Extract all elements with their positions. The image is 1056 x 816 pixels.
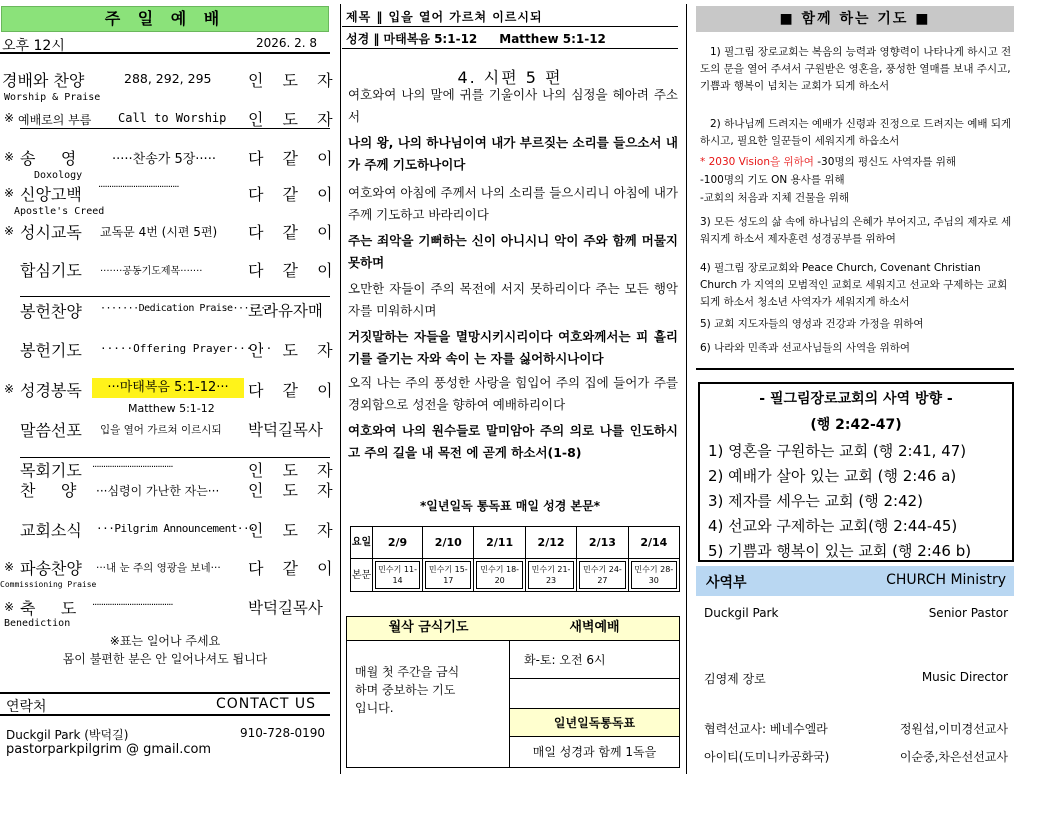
staff-name: 협력선교사: 베네수엘라 bbox=[704, 722, 828, 736]
worship-date: 2026. 2. 8 bbox=[256, 36, 318, 50]
prayer-item: 1) 필그림 장로교회는 복음의 능력과 영향력이 나타나게 하시고 전도의 문을 열어 주셔서 구원받은 영혼을, 풍성한 열매를 보내 주시고, 기쁨과 행복이 넘치는 교회가 되게 하소서 bbox=[700, 46, 1012, 92]
order-leader: 다 같 이 bbox=[248, 261, 340, 280]
order-leader: 인 도 자 bbox=[248, 461, 340, 480]
divider bbox=[20, 128, 330, 129]
order-detail: Call to Worship bbox=[118, 111, 227, 125]
order-detail: ····································· bbox=[92, 600, 173, 611]
order-name: 파송찬양 bbox=[20, 559, 82, 578]
order-detail: 교독문 4번 (시편 5편) bbox=[100, 225, 218, 239]
reading-day: 2/9 bbox=[373, 527, 423, 559]
psalm-verse: 주는 죄악을 기뻐하는 신이 아니시니 악이 주와 함께 머물지 못하며 bbox=[348, 233, 678, 270]
order-leader: 인 도 자 bbox=[248, 481, 340, 500]
reading-row-label: 요일 bbox=[351, 527, 373, 559]
order-detail: 입을 열어 가르쳐 이르시되 bbox=[100, 424, 222, 436]
reading-day: 2/10 bbox=[423, 527, 474, 559]
order-leader: 박덕길목사 bbox=[248, 421, 323, 439]
bible-plan-label: 일년일독통독표 bbox=[510, 709, 679, 737]
reading-passage: 민수기 15-17 bbox=[425, 561, 471, 589]
divider bbox=[20, 296, 330, 297]
dawn-time: 화-토: 오전 6시 bbox=[510, 641, 679, 679]
reading-row-label: 본문 bbox=[351, 559, 373, 592]
mission-item: 3) 제자를 세우는 교회 (행 2:42) bbox=[708, 492, 924, 510]
prayer-column bbox=[690, 0, 1020, 780]
psalm-verse: 나의 왕, 나의 하나님이여 내가 부르짖는 소리를 들으소서 내가 주께 기도하나이다 bbox=[348, 135, 678, 172]
prayer-subitem: -100명의 기도 ON 용사를 위해 bbox=[700, 174, 845, 186]
prayer-vision bbox=[700, 154, 1014, 171]
reading-passage: 민수기 11-14 bbox=[375, 561, 420, 589]
reading-passage: 민수기 28-30 bbox=[631, 561, 677, 589]
order-leader: 인 도 자 bbox=[248, 71, 340, 90]
fasting-dawn-box bbox=[346, 616, 680, 768]
staff-role: Music Director bbox=[921, 670, 1008, 684]
stand-marker: ※ bbox=[4, 150, 15, 164]
reading-title: *일년일독 통독표 매일 성경 본문* bbox=[420, 499, 600, 513]
scripture-ko: 성경 ‖ 마태복음 5:1-12 bbox=[346, 32, 478, 46]
order-detail: ····································· bbox=[98, 182, 179, 193]
staff-role: 정원섭,이미경선교사 bbox=[899, 722, 1008, 736]
ministry-label-en: CHURCH Ministry bbox=[886, 572, 1006, 588]
reading-day: 2/11 bbox=[474, 527, 525, 559]
psalm-verse: 거짓말하는 자들을 멸망시키시리이다 여호와께서는 피 흘리기를 즐기는 자와 속이 는 자를 싫어하시나이다 bbox=[348, 329, 678, 366]
order-leader: 로라유자매 bbox=[248, 302, 323, 320]
mission-item: 5) 기쁨과 행복이 있는 교회 (행 2:46 b) bbox=[708, 542, 972, 560]
fasting-header: 월삭 금식기도 bbox=[347, 617, 510, 641]
divider bbox=[342, 26, 678, 27]
order-name: 경배와 찬양 bbox=[2, 71, 85, 90]
contact-name: Duckgil Park (박덕길) bbox=[6, 728, 129, 742]
order-leader: 다 같 이 bbox=[248, 185, 340, 204]
order-name: 성시교독 bbox=[20, 223, 82, 242]
order-english: Doxology bbox=[34, 170, 83, 181]
reading-day: 2/14 bbox=[628, 527, 679, 559]
order-name: 목회기도 bbox=[20, 461, 82, 480]
staff-role: Senior Pastor bbox=[928, 606, 1008, 620]
prayer-item: 2) 하나님께 드려지는 예배가 신령과 진정으로 드려지는 예배 되게 하시고, 필요한 일꾼들이 세워지게 하옵소서 bbox=[700, 118, 1012, 147]
order-leader: 박덕길목사 bbox=[248, 599, 323, 617]
reading-passage: 민수기 21-23 bbox=[528, 561, 574, 589]
stand-marker: ※ bbox=[4, 224, 15, 238]
worship-time-bar bbox=[0, 34, 330, 54]
mission-item: 1) 영혼을 구원하는 교회 (행 2:41, 47) bbox=[708, 442, 967, 460]
scripture-en: Matthew 5:1-12 bbox=[499, 32, 606, 46]
staff-name: 아이티(도미니카공화국) bbox=[704, 750, 830, 764]
fasting-text: 매월 첫 주간을 금식하며 중보하는 기도입니다. bbox=[355, 665, 460, 715]
mission-verse: (행 2:42-47) bbox=[810, 417, 902, 433]
order-english: Worship & Praise bbox=[4, 92, 101, 103]
order-english: Matthew 5:1-12 bbox=[128, 402, 215, 415]
prayer-item: 6) 나라와 민족과 선교사님들의 사역을 위하여 bbox=[700, 342, 911, 354]
staff-name: Duckgil Park bbox=[704, 606, 779, 620]
stand-marker: ※ bbox=[4, 600, 15, 614]
worship-header: 주 일 예 배 bbox=[1, 6, 329, 32]
mission-title: - 필그림장로교회의 사역 방향 - bbox=[759, 391, 953, 407]
order-detail: ···심령이 가난한 자는··· bbox=[96, 484, 220, 498]
column-divider bbox=[686, 4, 687, 774]
reading-day: 2/13 bbox=[577, 527, 628, 559]
order-detail: 288, 292, 295 bbox=[124, 71, 212, 86]
worship-order-column bbox=[0, 0, 340, 780]
stand-marker: ※ bbox=[4, 560, 15, 574]
prayer-item: 5) 교회 지도자들의 영성과 건강과 가정을 위하여 bbox=[700, 318, 924, 330]
order-name: 축 도 bbox=[20, 599, 77, 618]
psalm-verse: 오만한 자들이 주의 목전에 서지 못하리이다 주는 모든 행악자를 미워하시며 bbox=[348, 281, 678, 318]
order-detail: ····································· bbox=[92, 462, 173, 473]
mission-item: 4) 선교와 구제하는 교회(행 2:44-45) bbox=[708, 517, 958, 535]
order-name: 봉헌기도 bbox=[20, 341, 82, 360]
prayer-subitem: -교회의 처음과 지체 건물을 위해 bbox=[700, 192, 849, 204]
order-name: 찬 양 bbox=[20, 481, 77, 500]
sermon-scripture bbox=[346, 30, 606, 47]
order-english: Commissioning Praise bbox=[0, 580, 97, 589]
order-name: 봉헌찬양 bbox=[20, 302, 82, 321]
order-english: Apostle's Creed bbox=[14, 206, 105, 217]
divider bbox=[696, 368, 1014, 370]
divider bbox=[342, 48, 678, 49]
stand-marker: ※ bbox=[4, 111, 15, 125]
order-leader: 다 같 이 bbox=[248, 149, 340, 168]
worship-time: 오후 12시 bbox=[2, 38, 65, 54]
order-name: 합심기도 bbox=[20, 261, 82, 280]
reading-table bbox=[350, 526, 680, 592]
sermon-title: 제목 ‖ 입을 열어 가르쳐 이르시되 bbox=[346, 10, 543, 24]
order-detail: ·······공동기도제목······· bbox=[100, 266, 203, 277]
contact-bar bbox=[0, 692, 330, 716]
order-name: 송 영 bbox=[20, 149, 77, 168]
ministry-label-ko: 사역부 bbox=[706, 575, 747, 591]
prayer-header: ■ 함께 하는 기도 ■ bbox=[696, 6, 1014, 32]
psalm-verse: 여호와여 나의 말에 귀를 기울이사 나의 심정을 헤아려 주소서 bbox=[348, 87, 678, 124]
order-name: 말씀선포 bbox=[20, 421, 82, 440]
stand-note-2: 몸이 불편한 분은 안 일어나셔도 됩니다 bbox=[62, 652, 268, 666]
order-detail: ·····Offering Prayer······ bbox=[100, 342, 273, 355]
scripture-highlight: ···마태복음 5:1-12··· bbox=[92, 378, 244, 398]
prayer-item: 4) 필그림 장로교회와 Peace Church, Covenant Christian Church 가 지역의 모범적인 교회로 세워지고 선교와 구제하는 교회 되게 하소서 청소년 사역자가 세워지게 하소서 bbox=[700, 262, 1008, 308]
vision-line: -30명의 평신도 사역자를 위해 bbox=[813, 156, 956, 168]
bible-plan-text: 매일 성경과 함께 1독을 bbox=[532, 745, 657, 759]
order-detail: ···내 눈 주의 영광을 보네··· bbox=[96, 562, 221, 574]
psalm-title: 4. 시편 5 편 bbox=[457, 68, 563, 87]
sermon-column bbox=[340, 0, 686, 780]
mission-item: 2) 예배가 살아 있는 교회 (행 2:46 a) bbox=[708, 467, 957, 485]
reading-passage: 민수기 24-27 bbox=[579, 561, 625, 589]
contact-email[interactable]: pastorparkpilgrim @ gmail.com bbox=[6, 742, 212, 757]
order-leader: 다 같 이 bbox=[248, 223, 340, 242]
order-detail: ·······Dedication Praise······· bbox=[100, 303, 272, 314]
order-leader: 인 도 자 bbox=[248, 521, 340, 540]
contact-label-en: CONTACT US bbox=[216, 696, 316, 712]
order-leader: 다 같 이 bbox=[248, 559, 340, 578]
order-name: 교회소식 bbox=[20, 521, 82, 540]
stand-note: ※표는 일어나 주세요 bbox=[109, 634, 221, 648]
order-name: 신앙고백 bbox=[20, 185, 82, 204]
reading-passage: 민수기 18-20 bbox=[476, 561, 522, 589]
order-english: Benediction bbox=[4, 618, 71, 629]
psalm-verse: 오직 나는 주의 풍성한 사랑을 힘입어 주의 집에 들어가 주를 경외함으로 성전을 향하여 예배하리이다 bbox=[348, 375, 678, 412]
stand-marker: ※ bbox=[4, 382, 15, 396]
ministry-bar bbox=[696, 566, 1014, 596]
dawn-header: 새벽예배 bbox=[510, 617, 679, 641]
order-leader: 인 도 자 bbox=[248, 341, 340, 360]
staff-name: 김영제 장로 bbox=[704, 672, 766, 686]
order-detail: ·····찬송가 5장····· bbox=[112, 152, 216, 167]
order-detail: ···Pilgrim Announcement··· bbox=[96, 522, 256, 535]
order-leader: 다 같 이 bbox=[248, 381, 340, 400]
mission-box bbox=[698, 382, 1014, 562]
vision-label: * 2030 Vision을 위하여 bbox=[700, 156, 814, 168]
order-leader: 인 도 자 bbox=[248, 110, 340, 129]
psalm-verse: 여호와여 아침에 주께서 나의 소리를 들으시리니 아침에 내가 주께 기도하고 바라리이다 bbox=[348, 185, 678, 222]
stand-marker: ※ bbox=[4, 186, 15, 200]
reading-day: 2/12 bbox=[525, 527, 576, 559]
prayer-item: 3) 모든 성도의 삶 속에 하나님의 은혜가 부어지고, 주님의 제자로 세워지게 하소서 제자훈련 성경공부를 위하여 bbox=[700, 216, 1012, 245]
empty-cell bbox=[510, 679, 679, 709]
order-name: 예배로의 부름 bbox=[18, 113, 92, 127]
psalm-verse: 여호와여 나의 원수들로 말미암아 주의 의로 나를 인도하시고 주의 길을 내 목전 에 곧게 하소서(1-8) bbox=[348, 423, 678, 460]
order-name: 성경봉독 bbox=[20, 381, 82, 400]
contact-label-ko: 연락처 bbox=[6, 699, 47, 715]
staff-role: 이순중,차은선선교사 bbox=[899, 750, 1008, 764]
contact-phone[interactable]: 910-728-0190 bbox=[240, 726, 326, 740]
